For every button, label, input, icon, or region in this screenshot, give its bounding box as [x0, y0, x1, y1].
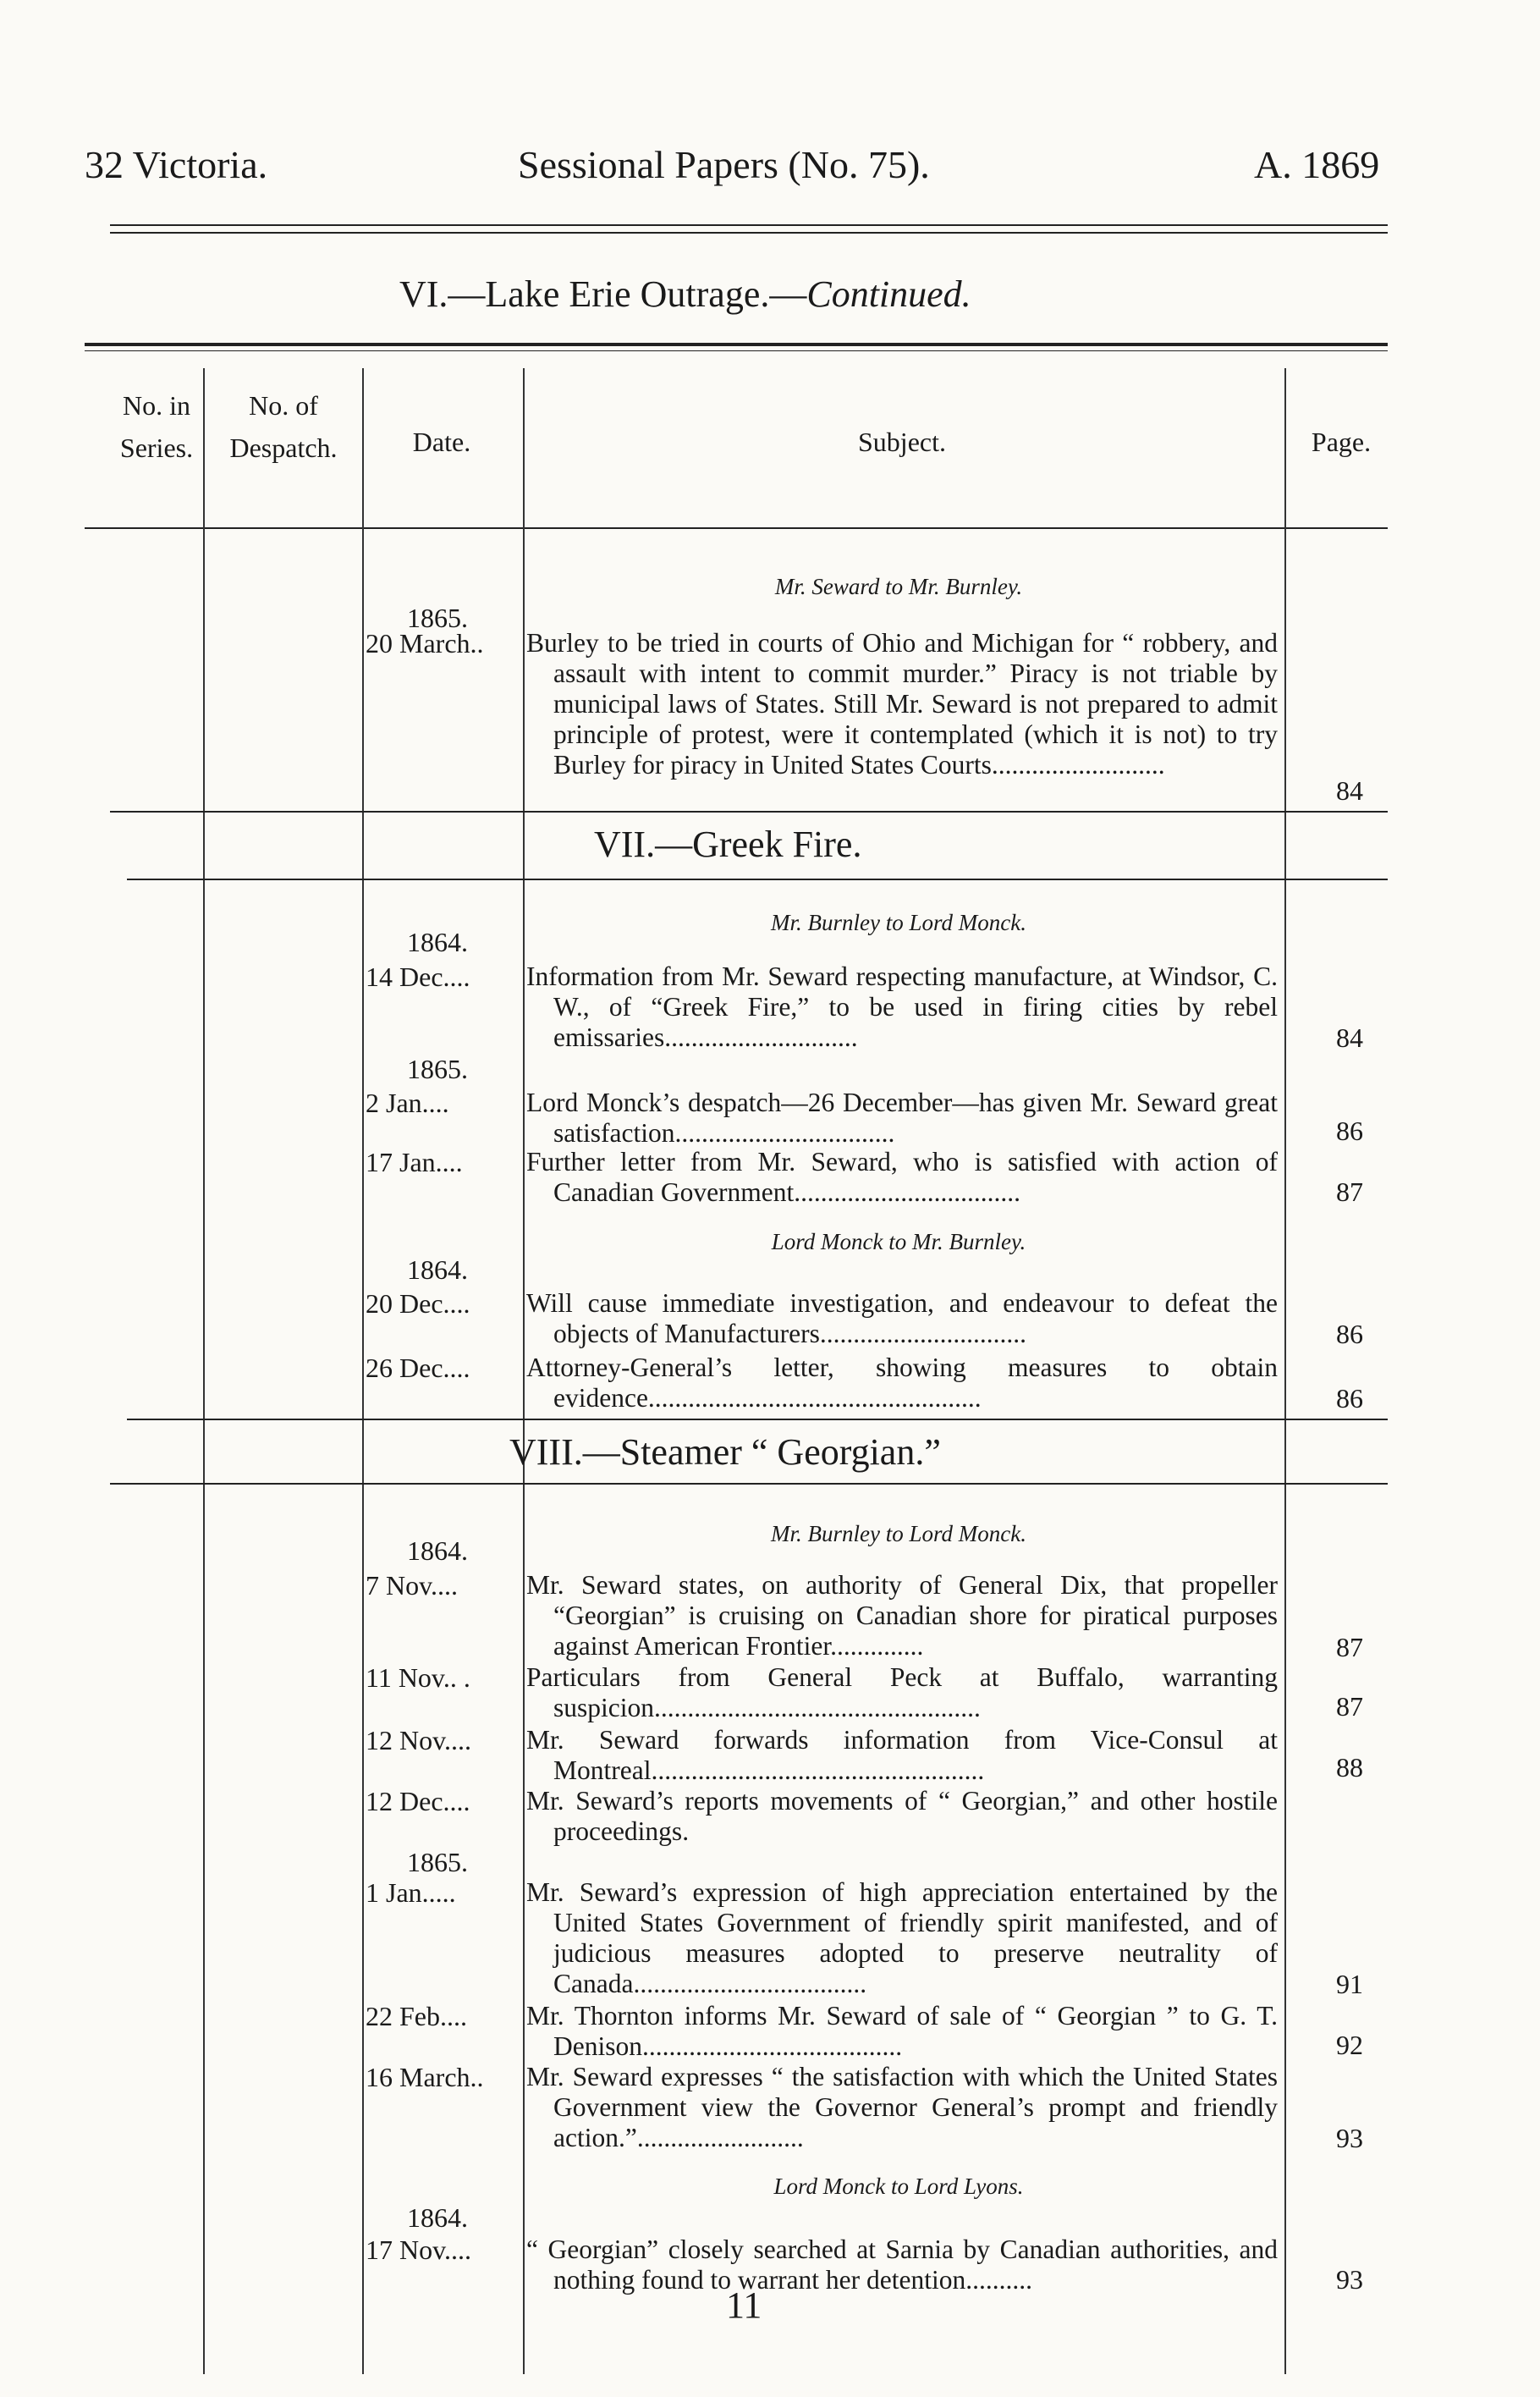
section8-title: VIII.—Steamer “ Georgian.”: [509, 1431, 941, 1473]
s8-entry2-subject: Particulars from General Peck at Buffalo, warranting suspicion.................................................: [526, 1662, 1278, 1722]
col-date: Date.: [412, 427, 471, 457]
s8-entry5-date: 1 Jan.....: [366, 1877, 456, 1908]
col-no-of-label: No. of: [249, 390, 318, 421]
section8-correspondent-1: Mr. Burnley to Lord Monck.: [771, 1521, 1026, 1546]
s7-entry4-date: 20 Dec....: [366, 1288, 470, 1319]
header-year: A. 1869: [1254, 143, 1380, 186]
section7-correspondent-2: Lord Monck to Mr. Burnley.: [771, 1229, 1026, 1254]
s8-entry7-page: 93: [1336, 2123, 1363, 2153]
s8-entry6-date: 22 Feb....: [366, 2001, 467, 2031]
s7-entry1-page: 84: [1336, 1022, 1363, 1053]
s8-entry1-subject: Mr. Seward states, on authority of General Dix, that propeller “Georgian” is cruising on Canadian shore for piratical purposes against American Frontier..............: [526, 1570, 1278, 1661]
s7-entry4-page: 86: [1336, 1319, 1363, 1349]
col-no-series: [110, 385, 203, 469]
section6-date: 20 March..: [366, 628, 484, 658]
section6-correspondent: Mr. Seward to Mr. Burnley.: [774, 574, 1023, 599]
continued-title: [399, 273, 971, 316]
s7-entry2-year: 1865.: [407, 1054, 468, 1084]
col-despatch-label: Despatch.: [229, 432, 338, 463]
section6-page: 84: [1336, 775, 1363, 806]
s8-entry1-year: 1864.: [407, 1535, 468, 1566]
s8-entry6-subject: Mr. Thornton informs Mr. Seward of sale of “ Georgian ” to G. T. Denison.......................................: [526, 2001, 1278, 2061]
s7-entry2-date: 2 Jan....: [366, 1088, 449, 1118]
s8-entry8-date: 17 Nov....: [366, 2234, 472, 2265]
s8-entry2-page: 87: [1336, 1691, 1363, 1722]
s8-entry7-date: 16 March..: [366, 2062, 484, 2092]
section7-end-rule: [127, 1419, 1388, 1420]
col-page: Page.: [1311, 427, 1372, 457]
col-subject: Subject.: [858, 427, 946, 457]
s7-entry5-subject: Attorney-General’s letter, showing measures to obtain evidence..................................................: [526, 1353, 1278, 1413]
s8-entry3-page: 88: [1336, 1752, 1363, 1783]
s7-entry3-page: 87: [1336, 1176, 1363, 1207]
section7-title-rule: [127, 879, 1388, 880]
section7-correspondent-1: Mr. Burnley to Lord Monck.: [771, 910, 1026, 935]
s8-entry1-page: 87: [1336, 1632, 1363, 1662]
header-rule: [110, 224, 1388, 226]
page-folio: 11: [726, 2284, 762, 2326]
col-no-despatch: [212, 385, 355, 469]
s8-entry8-year: 1864.: [407, 2202, 468, 2233]
s8-entry4-date: 12 Dec....: [366, 1786, 470, 1816]
s8-entry5-subject: Mr. Seward’s expression of high appreciation entertained by the United States Government of friendly spirit manifested, and of judicious measures adopted to preserve neutrality of Canada...................................: [526, 1877, 1278, 1998]
s7-entry5-date: 26 Dec....: [366, 1353, 470, 1383]
s8-entry1-date: 7 Nov....: [366, 1570, 459, 1601]
s7-entry4-subject: Will cause immediate investigation, and endeavour to defeat the objects of Manufacturers...............................: [526, 1288, 1278, 1348]
s8-entry4-subject: Mr. Seward’s reports movements of “ Georgian,” and other hostile proceedings.: [526, 1786, 1278, 1846]
table-top-rule: [85, 343, 1388, 346]
s8-entry7-subject: Mr. Seward expresses “ the satisfaction with which the United States Government view the Governor General’s prompt and friendly action.”.........................: [526, 2062, 1278, 2152]
s7-entry5-page: 86: [1336, 1383, 1363, 1413]
s7-entry4-year: 1864.: [407, 1254, 468, 1285]
s8-entry8-subject: “ Georgian” closely searched at Sarnia by Canadian authorities, and nothing found to warrant her detention..........: [526, 2234, 1278, 2295]
s8-entry5-year: 1865.: [407, 1847, 468, 1877]
s7-entry2-page: 86: [1336, 1116, 1363, 1146]
col-series-label: Series.: [119, 432, 194, 463]
s8-entry5-page: 91: [1336, 1969, 1363, 1999]
s7-entry3-subject: Further letter from Mr. Seward, who is satisfied with action of Canadian Government..................................: [526, 1147, 1278, 1207]
col-rule-2: [362, 368, 364, 2374]
section8-correspondent-2: Lord Monck to Lord Lyons.: [773, 2174, 1024, 2199]
col-rule-4: [1284, 368, 1286, 2374]
header-title: Sessional Papers (No. 75).: [518, 143, 930, 186]
s8-entry6-page: 92: [1336, 2030, 1363, 2060]
section6-end-rule: [110, 811, 1388, 813]
s8-entry3-subject: Mr. Seward forwards information from Vice-Consul at Montreal..................................................: [526, 1725, 1278, 1785]
section6-subject: Burley to be tried in courts of Ohio and Michigan for “ robbery, and assault with intent to commit murder.” Piracy is not triable by municipal laws of States. Still Mr. Seward is not prepared to admit principle of protest, were it contemplated (which it is not) to try Burley for piracy in United States Courts..........................: [526, 628, 1278, 780]
header-rule-2: [110, 232, 1388, 234]
table-head-bottom-rule: [85, 527, 1388, 529]
col-no-in-label: No. in: [123, 390, 190, 421]
s7-entry2-subject: Lord Monck’s despatch—26 December—has given Mr. Seward great satisfaction.................................: [526, 1088, 1278, 1148]
section8-title-rule: [110, 1483, 1388, 1485]
table-top-rule-thin: [85, 350, 1388, 351]
s8-entry8-page: 93: [1336, 2264, 1363, 2295]
section7-title: VII.—Greek Fire.: [594, 824, 862, 865]
col-rule-1: [203, 368, 205, 2374]
s7-entry1-year: 1864.: [407, 927, 468, 957]
s8-entry2-date: 11 Nov.. .: [366, 1662, 470, 1693]
continued-title-text: VI.—Lake Erie Outrage.—: [399, 273, 807, 315]
section6-year: 1865.: [407, 603, 468, 633]
s7-entry3-date: 17 Jan....: [366, 1147, 463, 1177]
s8-entry3-date: 12 Nov....: [366, 1725, 472, 1755]
s7-entry1-subject: Information from Mr. Seward respecting manufacture, at Windsor, C. W., of “Greek Fire,” to be used in firing cities by rebel emissaries.............................: [526, 962, 1278, 1052]
s7-entry1-date: 14 Dec....: [366, 962, 470, 992]
continued-title-italic: Continued.: [806, 273, 971, 315]
header-volume: 32 Victoria.: [85, 143, 268, 186]
